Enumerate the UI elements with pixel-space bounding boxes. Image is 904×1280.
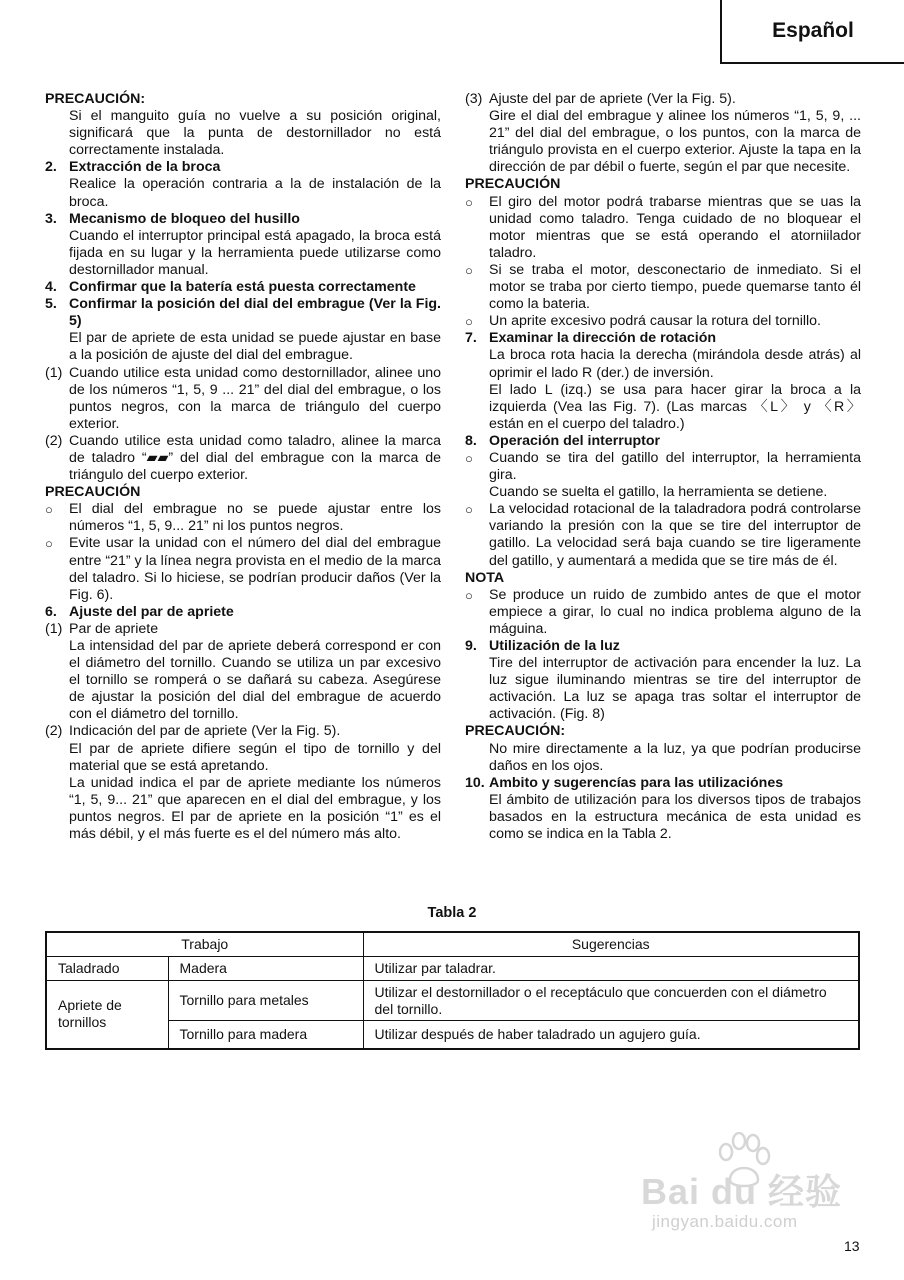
item-marker: 7. — [465, 330, 477, 347]
item-cell: Tornillo para madera — [168, 1021, 363, 1049]
item-text: Operación del interruptor — [489, 432, 661, 449]
section-heading: NOTA — [465, 569, 505, 586]
numbered-heading — [45, 604, 441, 621]
section-heading: PRECAUCIÓN: — [45, 91, 146, 107]
bullet-item — [45, 501, 441, 535]
paragraph: El lado L (izq.) se usa para hacer girar la broca a la izquierda (Vea las Fig. 7). (Las marcas 〈L〉 y 〈R〉 están en el cuerpo del taladro.) — [489, 381, 861, 432]
paragraph: Si el manguito guía no vuelve a su posición original, significará que la punta de destornillador no está correctamente instalada. — [69, 108, 441, 159]
item-text: Ambito y sugerencías para las utilizaciónes — [489, 774, 784, 791]
table-row — [46, 957, 859, 981]
numbered-heading — [465, 433, 861, 450]
paragraph: El par de apriete de esta unidad se puede ajustar en base a la posición de ajuste del dial del embrague. — [69, 330, 441, 364]
item-text: Evite usar la unidad con el número del dial del embrague entre “21” y la línea negra provista en el medio de la marca del taladro. Si lo hiciese, se podrían producir daños (Ver la Fig. 6). — [69, 535, 441, 603]
circle-bullet-icon: ○ — [465, 314, 473, 330]
item-text: Utilización de la luz — [489, 638, 620, 654]
table-row — [46, 1021, 859, 1049]
paragraph: Tire del interruptor de activación para encender la luz. La luz sigue iluminando mientras se tire del interruptor de activación. La luz se apaga tras soltar el interruptor de activación. (Fig. 8) — [489, 655, 861, 723]
item-marker: 3. — [45, 210, 57, 227]
numbered-heading — [465, 638, 861, 655]
item-marker: 5. — [45, 296, 57, 313]
circle-bullet-icon: ○ — [465, 450, 473, 466]
item-text: Confirmar la posición del dial del embrague (Ver la Fig. 5) — [69, 296, 441, 330]
category-cell: Taladrado — [46, 957, 168, 981]
numbered-heading — [45, 211, 441, 228]
bullet-item — [465, 450, 861, 484]
item-marker: (1) — [45, 620, 63, 637]
paragraph: Cuando se suelta el gatillo, la herramienta se detiene. — [489, 484, 828, 501]
item-marker: (3) — [465, 91, 483, 107]
item-marker: 2. — [45, 159, 57, 176]
section-heading: PRECAUCIÓN — [465, 176, 561, 193]
paragraph: El par de apriete difiere según el tipo de tornillo y del material que se está apretando. — [69, 740, 441, 774]
paragraph: La unidad indica el par de apriete mediante los números “1, 5, 9... 21” que aparecen en el dial del embrague, y los puntos negros. El par de apriete en la posición “1” es el más débil, y el más fuerte es el del número más alto. — [69, 774, 441, 843]
numbered-heading — [45, 159, 441, 176]
list-item — [465, 91, 861, 108]
table-row — [46, 981, 859, 1021]
item-text: Ajuste del par de apriete (Ver la Fig. 5). — [489, 91, 736, 107]
bullet-item — [465, 262, 861, 313]
watermark-brand: Bai du 经验 — [641, 1171, 843, 1212]
suggestion-cell: Utilizar par taladrar. — [363, 957, 859, 981]
item-text: Indicación del par de apriete (Ver la Fig. 5). — [69, 723, 341, 740]
item-marker: 8. — [465, 432, 477, 449]
item-text: Cuando utilice esta unidad como destornillador, alinee uno de los números “1, 5, 9 ... 21” del dial del embrague, o los puntos negros, con la marca de triángulo del cuerpo exterior. — [69, 364, 441, 432]
language-tab — [720, 0, 904, 64]
numbered-heading — [45, 296, 441, 330]
left-column — [45, 91, 441, 843]
item-marker: (2) — [45, 432, 63, 449]
item-cell: Madera — [168, 957, 363, 981]
circle-bullet-icon: ○ — [465, 587, 473, 603]
item-text: La velocidad rotacional de la taladradora podrá controlarse variando la presión con la que se tire del interruptor de gatillo. La velocidad será baja cuando se tire ligeramente del gatillo, y aumentará a medida que se tire más de él. — [489, 501, 861, 569]
paragraph: Gire el dial del embrague y alinee los números “1, 5, 9, ... 21” del dial del embrague, o los puntos, con la marca de triángulo provista en el cuerpo exterior. Ajuste la tapa en la dirección de par débil o fuerte, según el par que necesite. — [489, 108, 861, 176]
header-sugerencias: Sugerencias — [363, 932, 859, 957]
item-marker: 6. — [45, 603, 57, 620]
numbered-heading — [465, 330, 861, 347]
item-text: Confirmar que la batería está puesta correctamente — [69, 279, 416, 296]
item-text: El giro del motor podrá trabarse mientras que se uas la unidad como taladro. Tenga cuidado de no bloquear el motor mientras que se está operando el atorniilador taladro. — [489, 193, 861, 261]
item-text: Par de apriete — [69, 620, 159, 637]
right-column — [465, 91, 861, 843]
circle-bullet-icon: ○ — [465, 502, 473, 518]
numbered-heading — [465, 775, 861, 792]
category-cell: Apriete de tornillos — [46, 981, 168, 1049]
bullet-item — [465, 194, 861, 262]
list-item — [45, 621, 441, 638]
item-text: Mecanismo de bloqueo del husillo — [69, 210, 300, 227]
circle-bullet-icon: ○ — [465, 194, 473, 210]
section-heading: PRECAUCIÓN — [45, 484, 141, 501]
item-text: Se produce un ruido de zumbido antes de que el motor empiece a girar, lo cual no indica problema alguno de la máguina. — [489, 586, 861, 637]
circle-bullet-icon: ○ — [45, 502, 53, 518]
list-item — [45, 433, 441, 484]
table-header-row — [46, 932, 859, 957]
paragraph: La broca rota hacia la derecha (mirándola desde atrás) al oprimir el lado R (der.) de inversión. — [489, 347, 861, 381]
item-marker: 4. — [45, 279, 57, 296]
item-cell: Tornillo para metales — [168, 981, 363, 1021]
bullet-item — [465, 501, 861, 569]
list-item — [45, 723, 441, 740]
paragraph: Realice la operación contraria a la de instalación de la broca. — [69, 176, 441, 210]
list-item — [45, 365, 441, 433]
paragraph: Cuando el interruptor principal está apagado, la broca está fijada en su lugar y la herramienta puede utilizarse como destornillador manual. — [69, 227, 441, 278]
item-text: Cuando utilice esta unidad como taladro, alinee la marca de taladro “▰▰” del dial del embrague con la marca de triángulo del cuerpo exterior. — [69, 432, 441, 484]
bullet-item — [465, 587, 861, 638]
bullet-item — [45, 535, 441, 603]
item-marker: (2) — [45, 723, 63, 740]
paragraph: El ámbito de utilización para los diversos tipos de trabajos basados en la estructura mecánica de esta unidad es como se indica en la Tabla 2. — [489, 791, 861, 843]
circle-bullet-icon: ○ — [45, 536, 53, 552]
item-text: Extracción de la broca — [69, 159, 221, 176]
item-marker: (1) — [45, 364, 63, 381]
bullet-item — [465, 313, 861, 330]
suggestion-cell: Utilizar el destornillador o el receptáculo que concuerden con el diámetro del tornillo. — [363, 981, 859, 1021]
header-trabajo: Trabajo — [46, 932, 363, 957]
circle-bullet-icon: ○ — [465, 262, 473, 278]
item-text: Ajuste del par de apriete — [69, 603, 234, 620]
language-tab-label: Español — [772, 19, 854, 42]
item-text: Si se traba el motor, desconectario de inmediato. Si el motor se traba por cierto tiempo, puede quemarse tanto él como la bateria. — [489, 261, 861, 313]
item-marker: 10. — [465, 774, 485, 791]
page-number: 13 — [844, 1238, 860, 1254]
tabla-2 — [45, 931, 860, 1050]
item-text: Un aprite excesivo podrá causar la rotura del tornillo. — [489, 313, 821, 330]
item-marker: 9. — [465, 638, 477, 654]
watermark-url: jingyan.baidu.com — [652, 1212, 798, 1231]
suggestion-cell: Utilizar después de haber taladrado un agujero guía. — [363, 1021, 859, 1049]
paragraph: La intensidad del par de apriete deberá correspond er con el diámetro del tornillo. Cuando se utiliza un par excesivo el tornillo se romperá o se dañará su cabeza. Asegúrese de ajustar la posición del dial del embrague de acuerdo con el diámetro del tornillo. — [69, 638, 441, 723]
item-text: El dial del embrague no se puede ajustar entre los números “1, 5, 9... 21” ni los puntos negros. — [69, 501, 441, 535]
numbered-heading — [45, 279, 441, 296]
paragraph: No mire directamente a la luz, ya que podrían producirse daños en los ojos. — [489, 740, 861, 774]
item-text: Cuando se tira del gatillo del interruptor, la herramienta gira. — [489, 449, 861, 484]
table-caption: Tabla 2 — [427, 905, 477, 921]
section-heading: PRECAUCIÓN: — [465, 723, 566, 740]
item-text: Examinar la dirección de rotación — [489, 330, 717, 347]
